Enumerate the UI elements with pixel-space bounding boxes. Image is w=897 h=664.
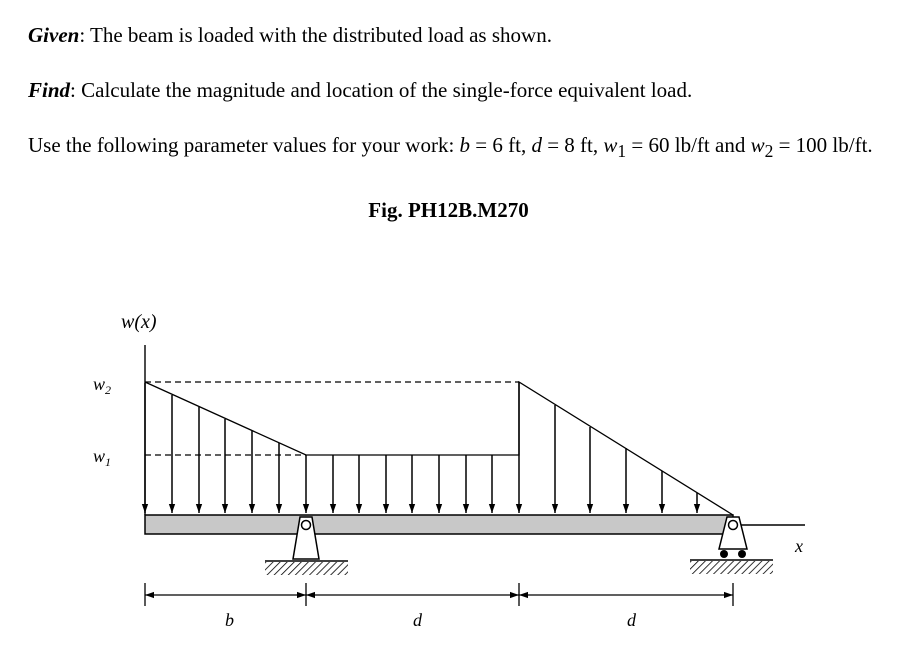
x-axis-label: x: [795, 536, 803, 556]
w1-subscript: 1: [617, 141, 627, 162]
dimension-b-label: b: [225, 610, 234, 630]
dimension-lines: [145, 583, 733, 606]
w-axis-label: w(x): [121, 311, 157, 333]
given-label: Given: [28, 23, 80, 47]
figure-title: Fig. PH12B.M270: [368, 198, 529, 222]
dimension-d1-label: d: [413, 610, 422, 630]
w1-level-label: $w_1$: [93, 446, 112, 469]
w2-symbol: w: [750, 133, 765, 157]
beam: [145, 515, 733, 534]
find-text: : Calculate the magnitude and location of the single-force equivalent load.: [70, 78, 693, 102]
d-symbol: d: [531, 133, 542, 157]
w2-value: = 100 lb/ft.: [773, 133, 873, 157]
params-intro: Use the following parameter values for your work:: [28, 133, 460, 157]
given-text: : The beam is loaded with the distributed load as shown.: [79, 23, 552, 47]
w1-value: = 60 lb/ft and: [626, 133, 751, 157]
w1-symbol: w: [603, 133, 618, 157]
w2-level-label: $w_2$: [93, 374, 112, 397]
d-value: = 8 ft,: [541, 133, 604, 157]
load-arrows: [145, 382, 697, 513]
w2-subscript: 2: [764, 141, 774, 162]
find-label: Find: [28, 78, 71, 102]
b-symbol: b: [459, 133, 471, 157]
dimension-d2-label: d: [627, 610, 636, 630]
b-value: = 6 ft,: [470, 133, 532, 157]
